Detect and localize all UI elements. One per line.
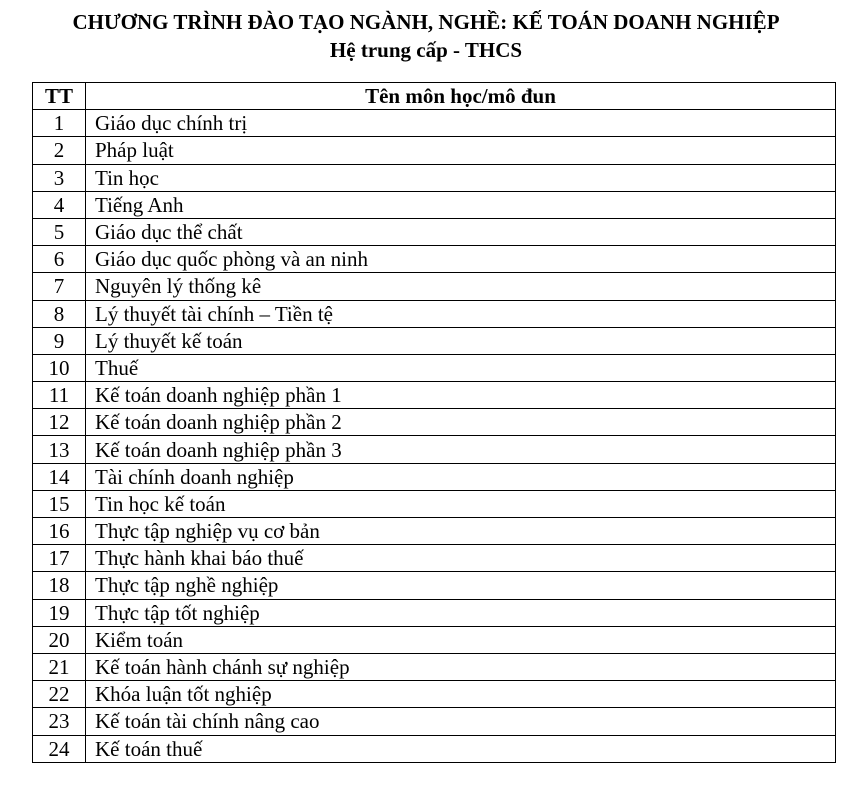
row-number: 5: [33, 218, 86, 245]
table-body: [33, 110, 836, 763]
table-row: [33, 490, 836, 517]
course-name: Kế toán thuế: [86, 735, 836, 762]
table-row: [33, 191, 836, 218]
table-row: [33, 545, 836, 572]
course-table: [32, 82, 836, 763]
course-name: Kế toán doanh nghiệp phần 2: [86, 409, 836, 436]
course-name: Thực hành khai báo thuế: [86, 545, 836, 572]
table-row: [33, 653, 836, 680]
table-row: [33, 164, 836, 191]
row-number: 18: [33, 572, 86, 599]
row-number: 19: [33, 599, 86, 626]
course-name: Thuế: [86, 354, 836, 381]
table-row: [33, 626, 836, 653]
table-row: [33, 218, 836, 245]
row-number: 9: [33, 327, 86, 354]
course-name: Khóa luận tốt nghiệp: [86, 681, 836, 708]
course-name: Kế toán tài chính nâng cao: [86, 708, 836, 735]
header-course-name: Tên môn học/mô đun: [86, 83, 836, 110]
course-name: Kế toán doanh nghiệp phần 3: [86, 436, 836, 463]
row-number: 4: [33, 191, 86, 218]
table-row: [33, 246, 836, 273]
course-name: Tin học kế toán: [86, 490, 836, 517]
row-number: 20: [33, 626, 86, 653]
table-header-row: [33, 83, 836, 110]
course-name: Giáo dục quốc phòng và an ninh: [86, 246, 836, 273]
course-name: Kế toán hành chánh sự nghiệp: [86, 653, 836, 680]
course-name: Tin học: [86, 164, 836, 191]
row-number: 22: [33, 681, 86, 708]
table-row: [33, 572, 836, 599]
course-name: Tiếng Anh: [86, 191, 836, 218]
course-name: Thực tập tốt nghiệp: [86, 599, 836, 626]
table-row: [33, 436, 836, 463]
page-title: CHƯƠNG TRÌNH ĐÀO TẠO NGÀNH, NGHỀ: KẾ TOÁN DOANH NGHIỆP: [72, 10, 780, 34]
table-row: [33, 463, 836, 490]
table-row: [33, 518, 836, 545]
course-name: Kiểm toán: [86, 626, 836, 653]
course-name: Giáo dục chính trị: [86, 110, 836, 137]
table-row: [33, 382, 836, 409]
table-row: [33, 354, 836, 381]
course-name: Pháp luật: [86, 137, 836, 164]
table-row: [33, 273, 836, 300]
row-number: 14: [33, 463, 86, 490]
row-number: 10: [33, 354, 86, 381]
table-row: [33, 110, 836, 137]
row-number: 23: [33, 708, 86, 735]
course-name: Giáo dục thể chất: [86, 218, 836, 245]
row-number: 13: [33, 436, 86, 463]
row-number: 12: [33, 409, 86, 436]
course-name: Lý thuyết tài chính – Tiền tệ: [86, 300, 836, 327]
course-name: Kế toán doanh nghiệp phần 1: [86, 382, 836, 409]
row-number: 24: [33, 735, 86, 762]
table-row: [33, 409, 836, 436]
course-name: Lý thuyết kế toán: [86, 327, 836, 354]
header-tt: TT: [33, 83, 86, 110]
table-row: [33, 137, 836, 164]
table-row: [33, 300, 836, 327]
row-number: 11: [33, 382, 86, 409]
row-number: 15: [33, 490, 86, 517]
course-name: Tài chính doanh nghiệp: [86, 463, 836, 490]
table-row: [33, 681, 836, 708]
row-number: 16: [33, 518, 86, 545]
course-name: Thực tập nghiệp vụ cơ bản: [86, 518, 836, 545]
row-number: 7: [33, 273, 86, 300]
row-number: 2: [33, 137, 86, 164]
row-number: 3: [33, 164, 86, 191]
row-number: 8: [33, 300, 86, 327]
row-number: 21: [33, 653, 86, 680]
page-subtitle: Hệ trung cấp - THCS: [329, 38, 523, 62]
table-row: [33, 708, 836, 735]
course-name: Thực tập nghề nghiệp: [86, 572, 836, 599]
row-number: 6: [33, 246, 86, 273]
table-row: [33, 599, 836, 626]
course-name: Nguyên lý thống kê: [86, 273, 836, 300]
table-row: [33, 327, 836, 354]
row-number: 1: [33, 110, 86, 137]
table-row: [33, 735, 836, 762]
row-number: 17: [33, 545, 86, 572]
